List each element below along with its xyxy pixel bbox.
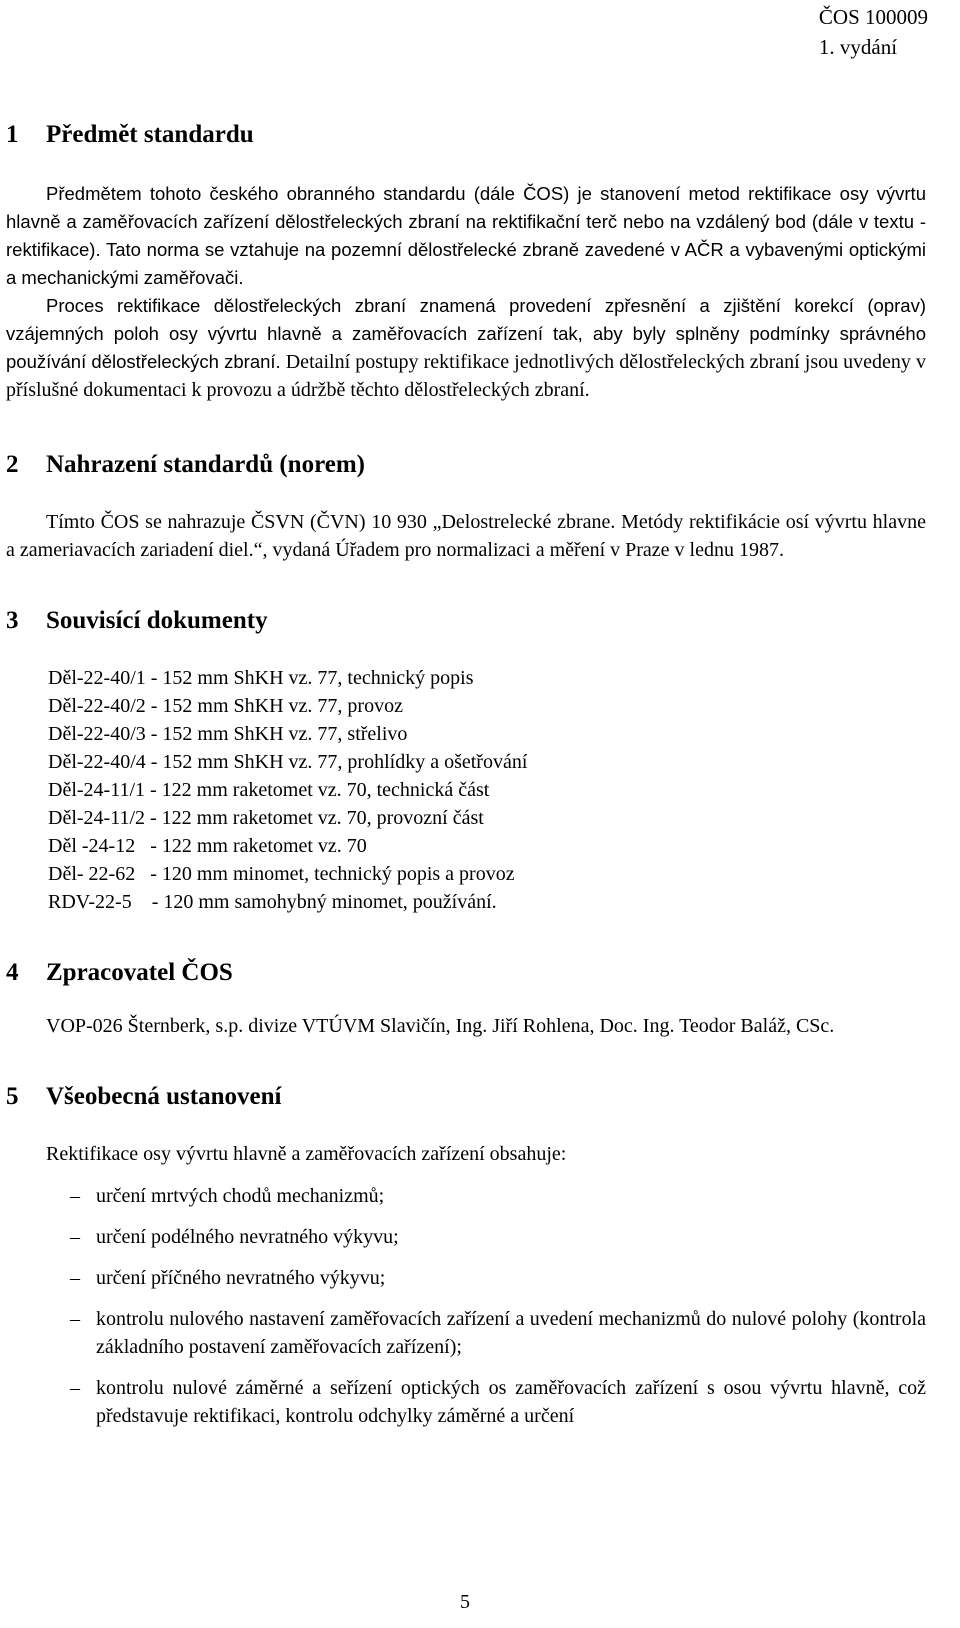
paragraph-text: Tato norma se vztahuje na pozemní dělostřelecké zbraně zavedené v AČR a vybavenými optickými a mechanickými zaměřovači.: [6, 239, 926, 288]
section-4-paragraph: VOP-026 Šternberk, s.p. divize VTÚVM Slavičín, Ing. Jiří Rohlena, Doc. Ing. Teodor Baláž, CSc.: [46, 1015, 835, 1037]
section-title: Souvisící dokumenty: [46, 607, 268, 634]
list-item: Děl -24-12 - 122 mm raketomet vz. 70: [48, 835, 367, 857]
list-item-text: určení podélného nevratného výkyvu;: [96, 1226, 399, 1248]
section-number: 1: [6, 121, 19, 148]
dash-bullet: –: [70, 1185, 80, 1207]
list-item: Děl-22-40/2 - 152 mm ShKH vz. 77, provoz: [48, 695, 403, 717]
list-item-text: určení mrtvých chodů mechanizmů;: [96, 1185, 385, 1207]
section-4-heading: [6, 956, 926, 990]
section-2-paragraph: Tímto ČOS se nahrazuje ČSVN (ČVN) 10 930 „Delostrelecké zbrane. Metódy rektifikácie osí vývrtu hlavne a zameriavacích zariadení diel.“, vydaná Úřadem pro normalizaci a měření v Praze v lednu 1987.: [6, 511, 926, 561]
list-item: [6, 1223, 926, 1251]
list-item: [6, 1264, 926, 1292]
paragraph-text: Předmětem tohoto českého obranného standardu (dále ČOS) je stanovení metod rektifikace osy vývrtu hlavně a zaměřovacích zařízení dělostřeleckých zbraní na rektifikační terč nebo na vzdálený bod (dále v textu - rektifikace).: [6, 183, 926, 260]
list-item: [6, 1182, 926, 1210]
list-item: Děl-22-40/3 - 152 mm ShKH vz. 77, střelivo: [48, 723, 408, 745]
section-5-intro: Rektifikace osy vývrtu hlavně a zaměřovacích zařízení obsahuje:: [46, 1143, 567, 1165]
section-number: 3: [6, 607, 19, 634]
document-id: ČOS 100009: [818, 5, 928, 29]
dash-bullet: –: [70, 1226, 80, 1248]
list-item-text: určení příčného nevratného výkyvu;: [96, 1267, 386, 1289]
section-number: 2: [6, 451, 19, 478]
list-item-text: kontrolu nulového nastavení zaměřovacích zařízení a uvedení mechanizmů do nulové polohy (kontrola základního postavení zaměřovacích zařízení);: [96, 1308, 926, 1358]
section-1-paragraph-2: [6, 292, 926, 404]
section-1-paragraph-1: [6, 180, 926, 292]
section-number: 5: [6, 1083, 19, 1110]
edition: 1. vydání: [818, 35, 898, 59]
document-body: [6, 118, 926, 1430]
section-title: Všeobecná ustanovení: [46, 1083, 282, 1110]
page-header: [819, 2, 928, 62]
list-item: [6, 1305, 926, 1361]
list-item: Děl-22-40/1 - 152 mm ShKH vz. 77, technický popis: [48, 667, 474, 689]
list-item: Děl- 22-62 - 120 mm minomet, technický popis a provoz: [48, 863, 515, 885]
list-item: RDV-22-5 - 120 mm samohybný minomet, používání.: [48, 891, 497, 913]
section-title: Zpracovatel ČOS: [46, 959, 233, 986]
paragraph-text: Proces rektifikace dělostřeleckých zbraní znamená provedení zpřesnění a zjištění korekcí (oprav) vzájemných poloh osy vývrtu hlavně a zaměřovacích zařízení tak, aby byly splněny podmínky správného používání dělostřeleckých zbraní.: [6, 295, 926, 372]
section-title: Nahrazení standardů (norem): [46, 451, 365, 478]
section-5-heading: [6, 1080, 926, 1114]
section-2-heading: [6, 448, 926, 482]
section-1-heading: [6, 118, 926, 152]
list-item: Děl-24-11/1 - 122 mm raketomet vz. 70, technická část: [48, 779, 490, 801]
section-3-heading: [6, 604, 926, 638]
list-item-text: kontrolu nulové záměrné a seřízení optických os zaměřovacích zařízení s osou vývrtu hlavně, což představuje rektifikaci, kontrolu odchylky záměrné a určení: [96, 1377, 926, 1427]
section-title: Předmět standardu: [46, 121, 254, 148]
provisions-list: [6, 1182, 926, 1430]
dash-bullet: –: [70, 1377, 80, 1399]
dash-bullet: –: [70, 1308, 80, 1330]
list-item: Děl-24-11/2 - 122 mm raketomet vz. 70, provozní část: [48, 807, 484, 829]
paragraph-text: Detailní postupy rektifikace jednotlivých dělostřeleckých zbraní jsou uvedeny v příslušné dokumentaci k provozu a údržbě těchto dělostřeleckých zbraní.: [6, 351, 926, 401]
related-documents-list: [6, 664, 926, 916]
dash-bullet: –: [70, 1267, 80, 1289]
section-number: 4: [6, 959, 19, 986]
page-number: 5: [460, 1591, 470, 1613]
list-item: [6, 1374, 926, 1430]
list-item: Děl-22-40/4 - 152 mm ShKH vz. 77, prohlídky a ošetřování: [48, 751, 528, 773]
